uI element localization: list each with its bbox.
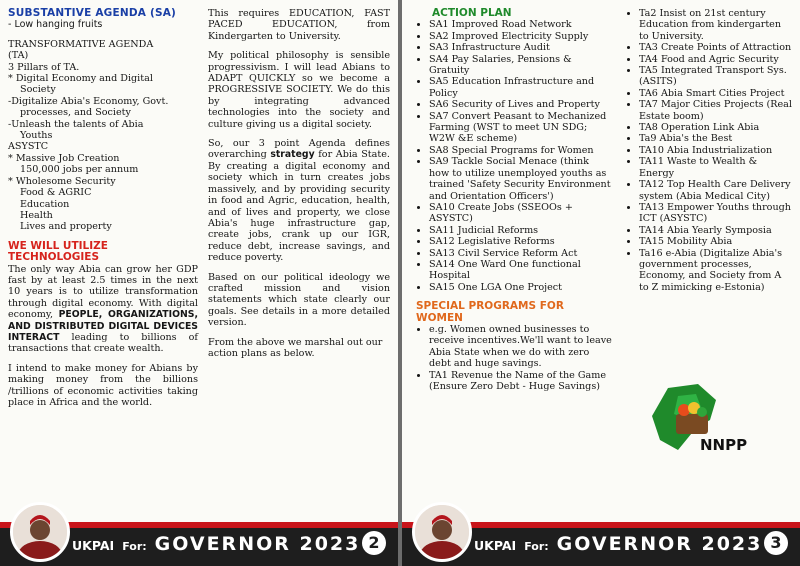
action-plan-item: • SA8 Special Programs for Women (429, 145, 612, 156)
technologies-heading: WE WILL UTILIZE TECHNOLOGIES (8, 239, 108, 264)
strategy-text-bold: strategy (270, 149, 315, 161)
tech-text-a: The only way Abia can grow her GDP fast by at least 2.5 times in the next 10 years is to utilize transformation through digital economy. With digital economy, (8, 263, 198, 321)
right-column-2 (626, 8, 792, 293)
transformative-agenda-item: • Ta9 Abia's the Best (639, 133, 792, 144)
right-column-1 (416, 8, 612, 392)
action-plan-item: • SA13 Civil Service Reform Act (429, 248, 612, 259)
transformative-agenda-item: • TA10 Abia Industrialization (639, 145, 792, 156)
transformative-agenda-item: • TA8 Operation Link Abia (639, 122, 792, 133)
action-plan-item: • SA10 Create Jobs (SSEOOs + ASYSTC) (429, 202, 612, 225)
action-plan-heading: ACTION PLAN (432, 7, 512, 19)
action-plan-item: • SA9 Tackle Social Menace (think how to utilize unemployed youths as trained 'Safety Security Environment and Orientation Officers') (429, 156, 612, 202)
office-title: GOVERNOR 2023 (154, 533, 361, 555)
asystc-label: ASYSTC (8, 141, 49, 153)
footer-for: For: (122, 540, 147, 553)
tech-text-bold: PEOPLE, ORGANIZATIONS, AND DISTRIBUTED DIGITAL DEVICES INTERACT (8, 309, 198, 343)
footer-title (72, 533, 360, 555)
transformative-agenda-item: • TA11 Waste to Wealth & Energy (639, 156, 792, 179)
candidate-name: UKPAI (474, 538, 517, 553)
wholesome-security: * Wholesome Security (8, 175, 116, 187)
unleash-line-1: -Unleash the talents of Abia (8, 118, 144, 130)
strategy-text-b: for Abia State. By creating a digital economy and society which in turn creates jobs massively, and by providing security in food and Agric, education, health, and of lives and property, we close Abia's huge infrastructure gap, create jobs, crank up our IGR, reduce debt, increase savings, and reduce poverty. (208, 149, 390, 264)
pillar-digital: * Digital Economy and Digital (8, 73, 153, 85)
transformative-agenda-item: • TA6 Abia Smart Cities Project (639, 88, 792, 99)
action-plan-item: • SA7 Convert Peasant to Mechanized Farming (WST to meet UN SDG; W2W &E scheme) (429, 111, 612, 145)
left-column-2 (208, 8, 390, 359)
transformative-agenda-list (626, 8, 792, 293)
strategy-text-a: So, our 3 point Agenda defines overarching (208, 138, 390, 161)
action-plan-item: • SA14 One Ward One functional Hospital (429, 259, 612, 282)
candidate-name: UKPAI (72, 538, 115, 553)
page-number: 3 (764, 531, 788, 555)
page-2 (0, 0, 398, 566)
special-programs-list (416, 324, 612, 392)
low-hanging-fruits: - Low hanging fruits (8, 19, 103, 31)
transformative-agenda-item: • TA13 Empower Youths through ICT (ASYSTC) (639, 202, 792, 225)
transformative-agenda-item: • TA12 Top Health Care Delivery system (Abia Medical City) (639, 179, 792, 202)
special-program-item: • e.g. Women owned businesses to receive incentives.We'll want to leave Abia State when we do with zero debt and huge savings. (429, 324, 612, 370)
action-plan-item: • SA12 Legislative Reforms (429, 236, 612, 247)
unleash-line-2: Youths (20, 130, 53, 142)
transformative-agenda-item: • Ta2 Insist on 21st century Education from kindergarten to University. (639, 8, 792, 42)
ideology-paragraph: Based on our political ideology we crafted mission and vision statements which state clearly our goals. See details in a more detailed version. (208, 271, 390, 329)
action-plan-item: • SA6 Security of Lives and Property (429, 99, 612, 110)
page-3-footer (402, 508, 800, 566)
ta-abbr: (TA) (8, 50, 29, 62)
candidate-portrait (412, 502, 472, 562)
nnpp-logo-text: NNPP (700, 436, 748, 454)
tech-text-b: leading to billions of transactions that create wealth. (8, 331, 198, 355)
education-paragraph: This requires EDUCATION, FAST PACED EDUCATION, from Kindergarten to University. (208, 8, 390, 42)
action-plan-item: • SA15 One LGA One Project (429, 282, 612, 293)
ta-title: TRANSFORMATIVE AGENDA (8, 38, 154, 50)
footer-for: For: (524, 540, 549, 553)
candidate-portrait (10, 502, 70, 562)
page-number: 2 (362, 531, 386, 555)
security-food: Food & AGRIC (20, 187, 92, 199)
make-money-paragraph: I intend to make money for Abians by making money from the billions /trillions of economic activities taking place in Africa and the world. (8, 362, 198, 408)
transformative-agenda-item: • TA5 Integrated Transport Sys. (ASITS) (639, 65, 792, 88)
nnpp-party-logo (638, 380, 758, 472)
action-plan-list (416, 19, 612, 293)
jobs-per-annum: 150,000 jobs per annum (20, 164, 139, 176)
transformative-agenda-item: • Ta16 e-Abia (Digitalize Abia's government processes, Economy, and Society from A to Z mimicking e-Estonia) (639, 248, 792, 294)
action-plan-item: • SA11 Judicial Reforms (429, 225, 612, 236)
office-title: GOVERNOR 2023 (556, 533, 763, 555)
transformative-agenda-item: • TA15 Mobility Abia (639, 236, 792, 247)
substantive-agenda-heading: SUBSTANTIVE AGENDA (SA) (8, 7, 177, 19)
transformative-agenda-item: • TA14 Abia Yearly Symposia (639, 225, 792, 236)
page-2-footer (0, 508, 398, 566)
job-creation: * Massive Job Creation (8, 152, 120, 164)
action-plan-item: • SA1 Improved Road Network (429, 19, 612, 30)
action-plan-item: • SA4 Pay Salaries, Pensions & Gratuity (429, 54, 612, 77)
action-plan-item: • SA5 Education Infrastructure and Policy (429, 76, 612, 99)
pillars-label: 3 Pillars of TA. (8, 61, 80, 73)
marshal-paragraph: From the above we marshal out our action plans as below. (208, 336, 383, 359)
special-program-item: • TA1 Revenue the Name of the Game (Ensure Zero Debt - Huge Savings) (429, 370, 612, 393)
security-education: Education (20, 198, 70, 210)
transformative-agenda-item: • TA4 Food and Agric Security (639, 54, 792, 65)
page-3 (402, 0, 800, 566)
footer-title (474, 533, 762, 555)
special-programs-heading: SPECIAL PROGRAMS FOR WOMEN (416, 300, 564, 324)
philosophy-paragraph: My political philosophy is sensible progressivism. I will lead Abians to ADAPT QUICKLY so we become a PROGRESSIVE SOCIETY. We do this by integrating advanced technologies into the society and culture giving us a digital society. (208, 50, 390, 130)
transformative-agenda-item: • TA3 Create Points of Attraction (639, 42, 792, 53)
digitalize-line-1: -Digitalize Abia's Economy, Govt. (8, 95, 169, 107)
action-plan-item: • SA3 Infrastructure Audit (429, 42, 612, 53)
strategy-paragraph (208, 138, 390, 263)
action-plan-item: • SA2 Improved Electricity Supply (429, 31, 612, 42)
left-column-1 (8, 8, 198, 408)
digitalize-line-2: processes, and Society (20, 107, 131, 119)
transformative-agenda-item: • TA7 Major Cities Projects (Real Estate boom) (639, 99, 792, 122)
technologies-paragraph (8, 264, 198, 355)
pillar-digital-b: Society (20, 84, 56, 96)
security-health: Health (20, 209, 53, 221)
security-lives: Lives and property (20, 221, 112, 233)
